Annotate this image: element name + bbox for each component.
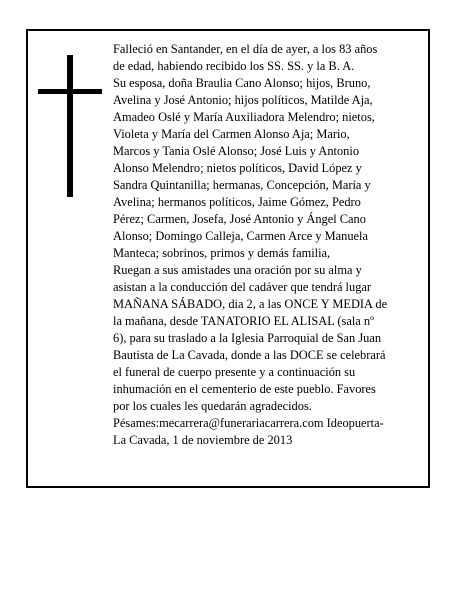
cross-vertical-bar	[67, 55, 73, 197]
notice-line: Alonso Melendro; nietos políticos, David López y	[113, 161, 362, 175]
notice-line: Violeta y María del Carmen Alonso Aja; Mario,	[113, 127, 350, 141]
notice-line: el funeral de cuerpo presente y a continuación su	[113, 365, 356, 379]
notice-line: por los cuales les quedarán agradecidos.	[113, 399, 312, 413]
notice-line: Bautista de La Cavada, donde a las DOCE se celebrará	[113, 348, 386, 362]
notice-line: MAÑANA SÁBADO, dia 2, a las ONCE Y MEDIA de	[113, 297, 388, 311]
notice-line: 6), para su traslado a la Iglesia Parroquial de San Juan	[113, 331, 382, 345]
notice-line: Pésames:mecarrera@funerariacarrera.com Ideopuerta-	[113, 416, 384, 430]
notice-line: Falleció en Santander, en el día de ayer, a los 83 años	[113, 42, 378, 56]
notice-line: inhumación en el cementerio de este pueblo. Favores	[113, 382, 376, 396]
cross-icon	[38, 55, 102, 197]
notice-line: de edad, habiendo recibido los SS. SS. y la B. A.	[113, 59, 355, 73]
notice-line: Manteca; sobrinos, primos y demás familia,	[113, 246, 331, 260]
cross-horizontal-bar	[38, 89, 102, 94]
notice-line: Marcos y Tania Oslé Alonso; José Luis y Antonio	[113, 144, 360, 158]
notice-line: Amadeo Oslé y María Auxiliadora Melendro; nietos,	[113, 110, 375, 124]
notice-line: La Cavada, 1 de noviembre de 2013	[113, 433, 293, 447]
notice-line: la mañana, desde TANATORIO EL ALISAL (sala nº	[113, 314, 374, 328]
notice-line: Alonso; Domingo Calleja, Carmen Arce y Manuela	[113, 229, 368, 243]
notice-line: Su esposa, doña Braulia Cano Alonso; hijos, Bruno,	[113, 76, 371, 90]
notice-line: Avelina y José Antonio; hijos políticos, Matilde Aja,	[113, 93, 373, 107]
obituary-notice	[26, 29, 430, 488]
notice-line: asistan a la conducción del cadáver que tendrá lugar	[113, 280, 372, 294]
notice-line: Sandra Quintanilla; hermanas, Concepción, María y	[113, 178, 371, 192]
notice-body	[113, 41, 423, 449]
notice-line: Ruegan a sus amistades una oración por su alma y	[113, 263, 362, 277]
notice-line: Pérez; Carmen, Josefa, José Antonio y Ángel Cano	[113, 212, 366, 226]
notice-line: Avelina; hermanos políticos, Jaime Gómez, Pedro	[113, 195, 361, 209]
